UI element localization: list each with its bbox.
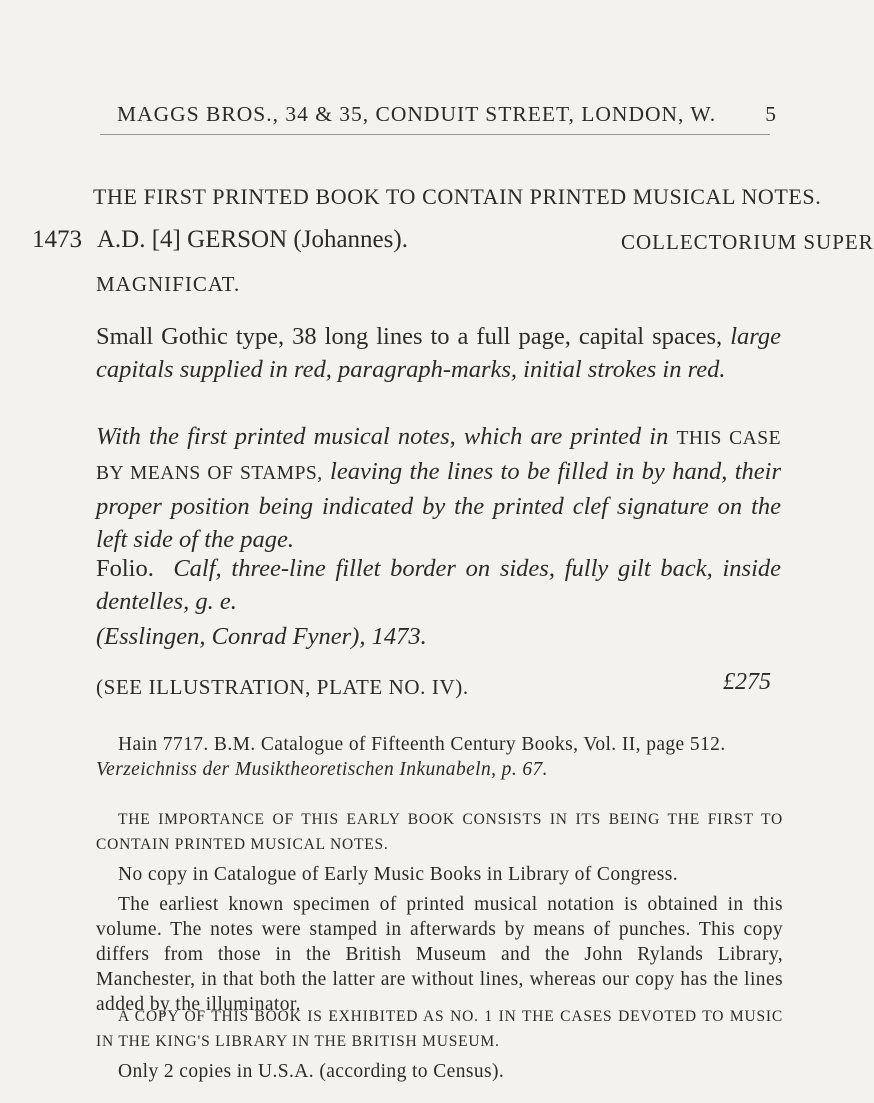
census-note: Only 2 copies in U.S.A. (according to Census). (118, 1061, 505, 1082)
binding-format: Folio. (96, 555, 154, 582)
description-notes (96, 420, 781, 556)
importance-note: THE IMPORTANCE OF THIS EARLY BOOK CONSISTS IN ITS BEING THE FIRST TO CONTAIN PRINTED MUSICAL NOTES. (96, 811, 783, 853)
notes-italic-b: leaving the lines to be filled in by hand, their proper position being indicated by the printed clef signature on the left side of the page. (96, 458, 781, 553)
notes-caps: THIS CASE BY MEANS OF STAMPS, (96, 428, 781, 484)
illustration-reference (96, 669, 771, 700)
section-title: THE FIRST PRINTED BOOK TO CONTAIN PRINTED MUSICAL NOTES. (93, 184, 822, 209)
header-rule (100, 134, 770, 135)
verzeichniss-text: Verzeichniss der Musiktheoretischen Inkunabeln, p. 67. (96, 759, 548, 780)
reference-hain (96, 732, 783, 782)
imprint: (Esslingen, Conrad Fyner), 1473. (96, 623, 427, 650)
type-roman: Small Gothic type, 38 long lines to a full page, capital spaces, (96, 323, 723, 350)
lot-title-part2: MAGNIFICAT. (96, 272, 241, 296)
lot-title-part1: COLLECTORIUM SUPER (621, 230, 874, 254)
notes-italic-a: With the first printed musical notes, which are printed in (96, 423, 669, 450)
exhibited-note: A COPY OF THIS BOOK IS EXHIBITED AS NO. 1 IN THE CASES DEVOTED TO MUSIC IN THE KING'S LIBRARY IN THE BRITISH MUSEUM. (96, 1008, 783, 1050)
binding-details: Calf, three-line fillet border on sides, fully gilt back, inside dentelles, g. e. (96, 555, 782, 615)
page-number: 5 (765, 102, 777, 126)
type-italic: large capitals supplied in red, paragraph-marks, initial strokes in red. (96, 323, 781, 383)
lot-heading (32, 226, 874, 254)
earliest-note: The earliest known specimen of printed musical notation is obtained in this volume. The notes were stamped in afterwards by means of punches. This copy differs from those in the British Museum and the John Rylands Library, Manchester, in that both the latter are without lines, whereas our copy has the lines added by the illuminator. (96, 894, 783, 1015)
illustration-text: (SEE ILLUSTRATION, PLATE NO. IV). (96, 675, 469, 699)
description-binding (96, 552, 781, 618)
library-of-congress-note: No copy in Catalogue of Early Music Books in Library of Congress. (118, 864, 678, 885)
lot-author: GERSON (Johannes). (187, 226, 408, 253)
running-head (117, 102, 777, 127)
lot-date: A.D. [4] (96, 226, 181, 253)
hain-text: Hain 7717. B.M. Catalogue of Fifteenth Century Books, Vol. II, page 512. (118, 734, 726, 755)
lot-number: 1473 (32, 226, 82, 253)
running-head-text: MAGGS BROS., 34 & 35, CONDUIT STREET, LONDON, W. (117, 102, 717, 126)
price: £275 (723, 669, 771, 695)
description-type (96, 320, 781, 386)
